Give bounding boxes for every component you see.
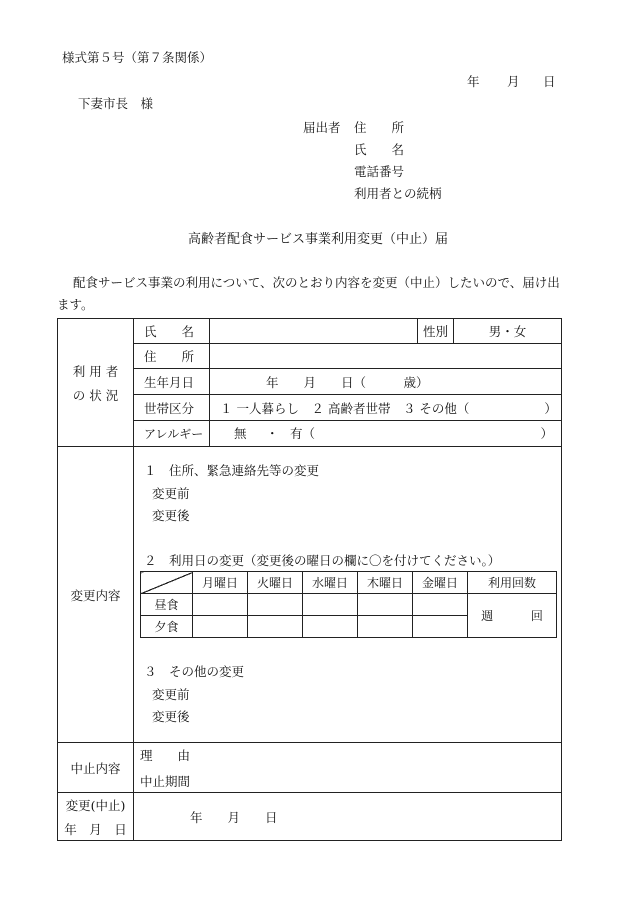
- allergy-none: 無: [234, 425, 247, 441]
- gender-label: 性別: [418, 319, 454, 344]
- dinner-fri[interactable]: [413, 616, 468, 638]
- change-item3-after: 変更後: [152, 709, 190, 724]
- user-status-header: [58, 319, 134, 447]
- date-row-value: 年 月 日: [190, 809, 278, 825]
- row-allergy: [58, 421, 562, 447]
- birth-field[interactable]: [210, 369, 562, 395]
- row-date: [58, 793, 562, 841]
- form-title: 高齢者配食サービス事業利用変更（中止）届: [188, 232, 449, 247]
- row-address: [58, 344, 562, 369]
- lunch-label: 昼食: [141, 594, 193, 616]
- date-row-field[interactable]: [134, 793, 562, 841]
- allergy-close: ）: [540, 425, 553, 441]
- address-label: 住 所: [134, 344, 210, 369]
- cancel-header: 中止内容: [58, 743, 134, 793]
- change-item1-before: 変更前: [152, 486, 190, 501]
- lunch-tue[interactable]: [248, 594, 303, 616]
- date-row-header-line1: 変更(中止): [65, 797, 126, 813]
- household-field[interactable]: [210, 395, 562, 421]
- address-field[interactable]: [210, 344, 562, 369]
- day-table: [140, 571, 557, 638]
- date-row-header-line2: 年 月 日: [64, 821, 127, 837]
- name-label: 氏 名: [134, 319, 210, 344]
- change-item3: ３ その他の変更: [144, 664, 245, 679]
- dinner-label: 夕食: [141, 616, 193, 638]
- cancel-reason: 理 由: [140, 747, 191, 763]
- dinner-tue[interactable]: [248, 616, 303, 638]
- row-household: [58, 395, 562, 421]
- dinner-wed[interactable]: [303, 616, 358, 638]
- lunch-mon[interactable]: [193, 594, 248, 616]
- row-name: [58, 319, 562, 344]
- day-header-thu: 木曜日: [358, 572, 413, 594]
- cancel-field[interactable]: [134, 743, 562, 793]
- day-header-row: [141, 572, 557, 594]
- date-year: 年: [467, 74, 480, 89]
- frequency-week: 週: [481, 609, 494, 623]
- row-change: [58, 447, 562, 743]
- date-row-header: [58, 793, 134, 841]
- day-header-fri: 金曜日: [413, 572, 468, 594]
- form-number: 様式第５号（第７条関係）: [62, 50, 213, 65]
- change-item1-after: 変更後: [152, 508, 190, 523]
- allergy-separator: ・: [266, 425, 279, 441]
- notifier-label: 届出者: [303, 120, 341, 135]
- date-month: 月: [507, 74, 520, 89]
- household-label: 世帯区分: [134, 395, 210, 421]
- intro-line-1: 配食サービス事業の利用について、次のとおり内容を変更（中止）したいので、届け出: [73, 275, 560, 290]
- notifier-name: 氏 名: [354, 142, 405, 157]
- notifier-address: 住 所: [354, 120, 405, 135]
- household-value: １ 一人暮らし ２ 高齢者世帯 ３ その他（ ）: [220, 400, 557, 416]
- frequency-header: 利用回数: [468, 572, 557, 594]
- birth-label: 生年月日: [134, 369, 210, 395]
- allergy-field[interactable]: [210, 421, 562, 447]
- birth-value: 年 月 日（ 歳）: [266, 374, 429, 390]
- row-cancel: [58, 743, 562, 793]
- lunch-wed[interactable]: [303, 594, 358, 616]
- lunch-fri[interactable]: [413, 594, 468, 616]
- change-item1: １ 住所、緊急連絡先等の変更: [144, 463, 320, 478]
- lunch-thu[interactable]: [358, 594, 413, 616]
- dinner-thu[interactable]: [358, 616, 413, 638]
- date-day: 日: [543, 74, 556, 89]
- intro-line-2: ます。: [57, 297, 94, 312]
- day-table-corner: [141, 572, 193, 594]
- allergy-yes: 有（: [290, 425, 316, 441]
- change-header: 変更内容: [58, 447, 134, 743]
- day-header-mon: 月曜日: [193, 572, 248, 594]
- allergy-label: アレルギー: [134, 421, 210, 447]
- cancel-period: 中止期間: [140, 773, 191, 789]
- dinner-mon[interactable]: [193, 616, 248, 638]
- user-status-header-line2: の 状 況: [72, 387, 119, 403]
- change-field[interactable]: [134, 447, 562, 743]
- user-status-header-line1: 利 用 者: [72, 363, 119, 379]
- lunch-row: [141, 594, 557, 616]
- gender-field[interactable]: 男・女: [454, 319, 562, 344]
- change-item3-before: 変更前: [152, 687, 190, 702]
- row-birth: [58, 369, 562, 395]
- frequency-times: 回: [530, 609, 543, 623]
- change-item2: ２ 利用日の変更（変更後の曜日の欄に〇を付けてください。）: [144, 553, 501, 568]
- form-table: [57, 318, 562, 841]
- frequency-field[interactable]: [468, 594, 557, 638]
- day-header-tue: 火曜日: [248, 572, 303, 594]
- day-header-wed: 水曜日: [303, 572, 358, 594]
- notifier-phone: 電話番号: [354, 164, 405, 179]
- notifier-relation: 利用者との続柄: [354, 186, 442, 201]
- name-field[interactable]: [210, 319, 418, 344]
- addressee: 下妻市長 様: [78, 96, 154, 111]
